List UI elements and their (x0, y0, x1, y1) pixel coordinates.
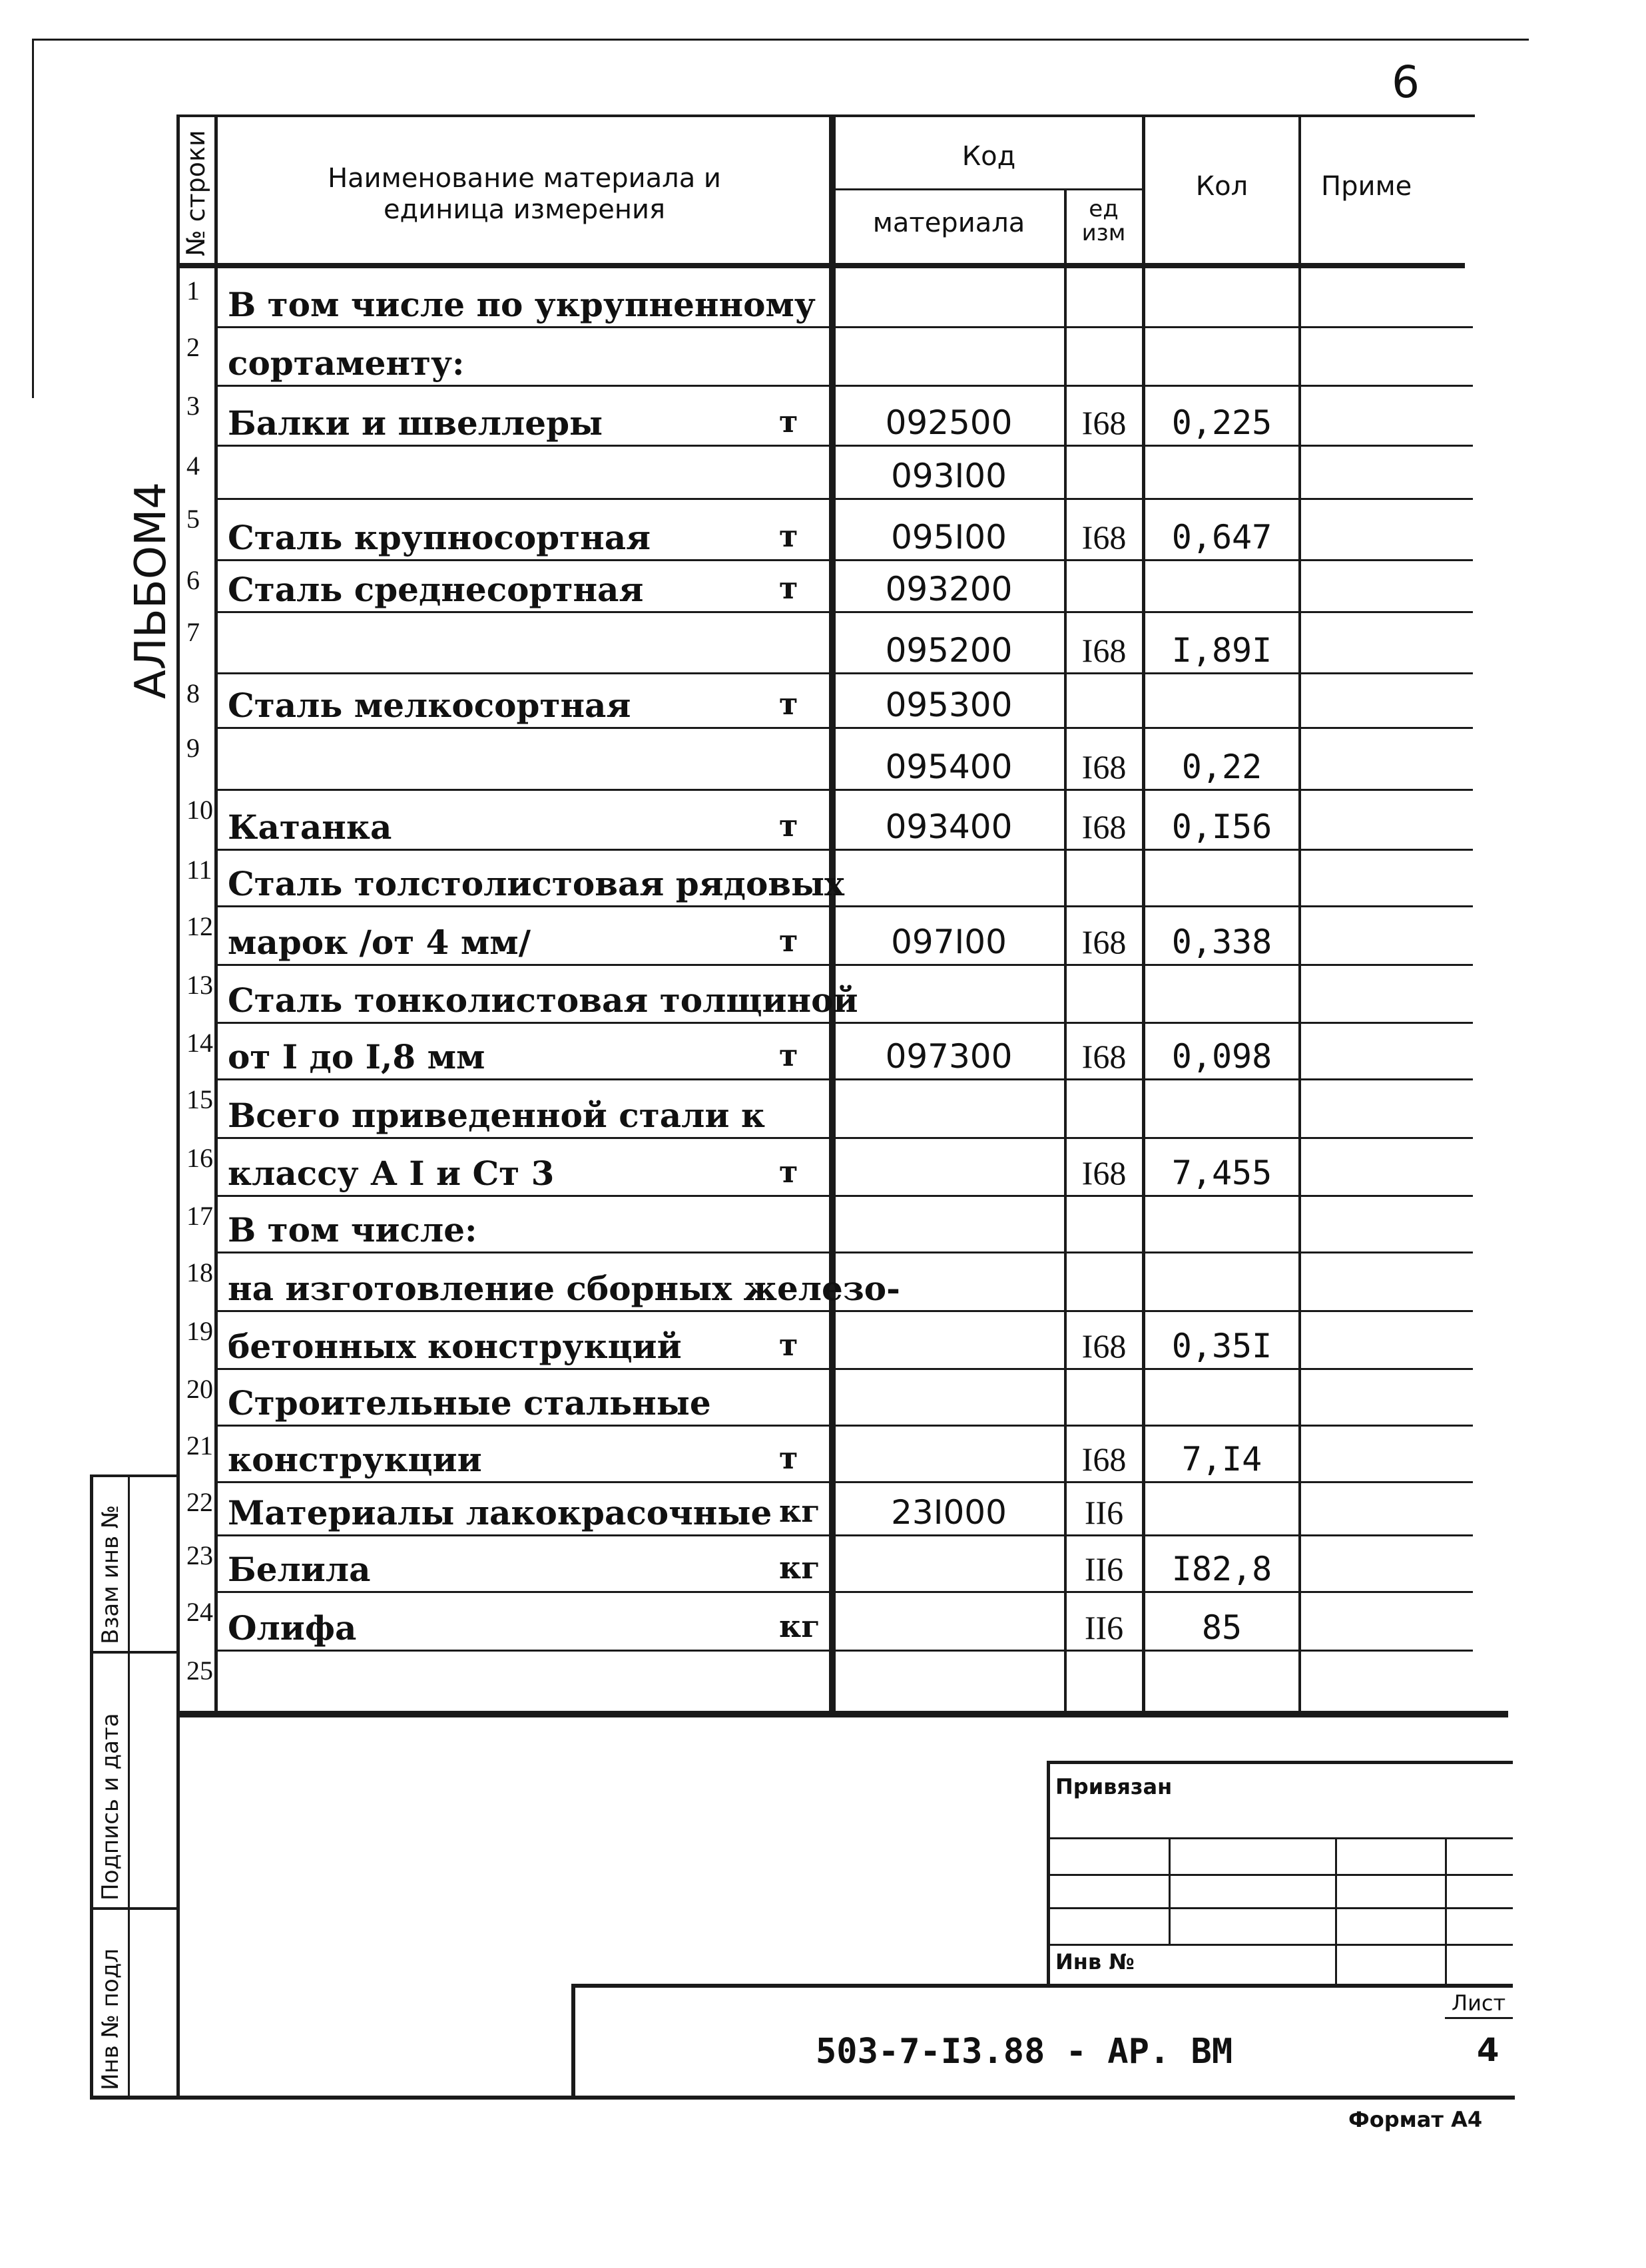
material-name: Белила (228, 1550, 371, 1589)
row-number: 19 (186, 1316, 213, 1346)
unit-code: I68 (1081, 748, 1127, 786)
unit-cell: т (779, 1037, 798, 1073)
row-divider (214, 727, 1473, 729)
unit-cell: т (779, 807, 798, 843)
row-divider (214, 1310, 1473, 1312)
privyazan-label: Привязан (1055, 1774, 1173, 1799)
material-name: Сталь мелкосортная (228, 686, 631, 725)
row-divider (214, 445, 1473, 447)
material-name: Балки и швеллеры (228, 403, 603, 443)
row-number: 4 (186, 451, 200, 481)
material-code: 095200 (885, 631, 1013, 670)
row-divider (214, 559, 1473, 561)
header-code: Код (961, 141, 1016, 172)
row-divider (214, 1711, 1473, 1713)
row-divider (214, 789, 1473, 791)
page-number: 6 (1392, 57, 1420, 108)
unit-code: II6 (1084, 1609, 1124, 1646)
row-number: 23 (186, 1540, 213, 1570)
quantity: 0,098 (1171, 1037, 1272, 1076)
unit-cell: кг (779, 1493, 820, 1529)
material-name: от I до I,8 мм (228, 1037, 485, 1076)
row-number: 9 (186, 733, 200, 763)
row-divider (214, 672, 1473, 674)
row-number: 10 (186, 795, 213, 825)
quantity: 0,22 (1181, 748, 1262, 786)
album-label: АЛЬБОМ4 (127, 481, 176, 699)
material-name: Сталь крупносортная (228, 518, 651, 557)
row-divider (214, 1022, 1473, 1024)
top-frame-line (32, 39, 1529, 41)
row-number: 15 (186, 1084, 213, 1114)
header-row-number: № строки (181, 130, 210, 256)
material-name: на изготовление сборных железо- (228, 1269, 900, 1308)
material-name: Олифа (228, 1608, 357, 1648)
header-note: Приме (1321, 171, 1412, 202)
row-number: 6 (186, 565, 200, 595)
inv-no-label: Инв № (1055, 1949, 1135, 1974)
material-code: 095I00 (891, 518, 1007, 557)
material-code: 093400 (885, 807, 1013, 846)
row-divider (214, 1650, 1473, 1652)
quantity: 85 (1201, 1608, 1242, 1647)
header-name-line1: Наименование материала и (328, 163, 721, 194)
material-code: 097300 (885, 1037, 1013, 1076)
row-number: 8 (186, 678, 200, 708)
row-divider (214, 1481, 1473, 1483)
quantity: 7,I4 (1181, 1440, 1262, 1478)
unit-code: I68 (1081, 1038, 1127, 1075)
row-divider (214, 905, 1473, 907)
quantity: 0,647 (1171, 518, 1272, 557)
material-name: конструкции (228, 1440, 482, 1479)
row-number: 2 (186, 332, 200, 362)
unit-code: II6 (1084, 1494, 1124, 1531)
row-number: 11 (186, 855, 212, 885)
material-name: В том числе: (228, 1210, 477, 1249)
unit-code: I68 (1081, 808, 1127, 845)
unit-code: I68 (1081, 1327, 1127, 1365)
material-code: 095300 (885, 686, 1013, 724)
row-divider (214, 1534, 1473, 1536)
unit-cell: т (779, 1327, 798, 1363)
material-name: классу А I и Ст 3 (228, 1154, 555, 1193)
unit-code: I68 (1081, 1154, 1127, 1192)
row-number: 21 (186, 1431, 213, 1461)
quantity: 0,225 (1171, 403, 1272, 442)
row-number: 25 (186, 1656, 213, 1686)
row-divider (214, 1425, 1473, 1427)
quantity: 0,I56 (1171, 807, 1272, 846)
header-quantity: Кол (1195, 171, 1248, 202)
quantity: I,89I (1171, 631, 1272, 670)
row-divider (214, 326, 1473, 328)
row-number: 24 (186, 1597, 213, 1627)
material-name: Сталь толстолистовая рядовых (228, 864, 844, 903)
stamp-inv-podl: Инв № подл (97, 1948, 124, 2090)
unit-code: I68 (1081, 923, 1127, 961)
unit-code: I68 (1081, 519, 1127, 556)
stamp-podpis-data: Подпись и дата (97, 1713, 124, 1901)
material-code: 093200 (885, 570, 1013, 608)
format-label: Формат А4 (1348, 2107, 1483, 2132)
unit-code: II6 (1084, 1550, 1124, 1588)
row-number: 7 (186, 617, 200, 647)
quantity: 7,455 (1171, 1154, 1272, 1192)
unit-cell: кг (779, 1550, 820, 1586)
material-name: Материалы лакокрасочные (228, 1493, 772, 1532)
material-code: 092500 (885, 403, 1013, 442)
unit-code: I68 (1081, 1441, 1127, 1478)
row-divider (214, 498, 1473, 500)
row-divider (214, 1368, 1473, 1370)
material-name: В том числе по укрупненному (228, 285, 816, 324)
row-number: 14 (186, 1028, 213, 1058)
material-name: сортаменту: (228, 343, 465, 383)
row-number: 1 (186, 276, 200, 306)
material-code: 097I00 (891, 923, 1007, 961)
header-code-unit: ед изм (1081, 196, 1126, 246)
row-number: 16 (186, 1143, 213, 1173)
row-number: 17 (186, 1201, 213, 1231)
material-code: 23I000 (891, 1493, 1007, 1532)
material-name: Сталь тонколистовая толщиной (228, 981, 858, 1020)
row-number: 18 (186, 1257, 213, 1287)
row-divider (214, 1078, 1473, 1080)
material-name: Сталь среднесортная (228, 570, 644, 609)
material-name: бетонных конструкций (228, 1327, 682, 1366)
material-code: 095400 (885, 748, 1013, 786)
quantity: I82,8 (1171, 1550, 1272, 1588)
material-code: 093I00 (891, 457, 1007, 495)
material-name: марок /от 4 мм/ (228, 923, 531, 962)
row-divider (214, 1137, 1473, 1139)
quantity: 0,35I (1171, 1327, 1272, 1365)
row-number: 3 (186, 391, 200, 421)
header-code-material: материала (872, 208, 1025, 238)
sheet-label: Лист (1452, 1990, 1506, 2016)
row-divider (214, 964, 1473, 966)
sheet-number: 4 (1477, 2032, 1500, 2069)
material-name: Строительные стальные (228, 1383, 711, 1423)
quantity: 0,338 (1171, 923, 1272, 961)
unit-cell: т (779, 570, 798, 606)
unit-cell: т (779, 686, 798, 722)
unit-code: I68 (1081, 632, 1127, 669)
unit-cell: т (779, 518, 798, 554)
row-divider (214, 849, 1473, 851)
row-number: 13 (186, 970, 213, 1000)
unit-cell: т (779, 1440, 798, 1476)
row-number: 5 (186, 504, 200, 534)
row-divider (214, 1195, 1473, 1197)
material-name: Катанка (228, 807, 392, 847)
unit-cell: кг (779, 1608, 820, 1644)
document-designation: 503-7-I3.88 - АР. ВМ (816, 2032, 1233, 2072)
row-number: 22 (186, 1487, 213, 1517)
left-frame-line (32, 39, 34, 398)
row-number: 12 (186, 911, 213, 941)
material-name: Всего приведенной стали к (228, 1096, 765, 1135)
unit-cell: т (779, 923, 798, 959)
row-divider (214, 385, 1473, 387)
stamp-vzam-inv: Взам инв № (97, 1504, 124, 1644)
row-number: 20 (186, 1374, 213, 1404)
row-divider (214, 611, 1473, 613)
unit-cell: т (779, 1154, 798, 1190)
header-name-line2: единица измерения (383, 194, 666, 225)
row-divider (214, 1251, 1473, 1253)
unit-cell: т (779, 403, 798, 439)
row-divider (214, 1591, 1473, 1593)
unit-code: I68 (1081, 404, 1127, 441)
